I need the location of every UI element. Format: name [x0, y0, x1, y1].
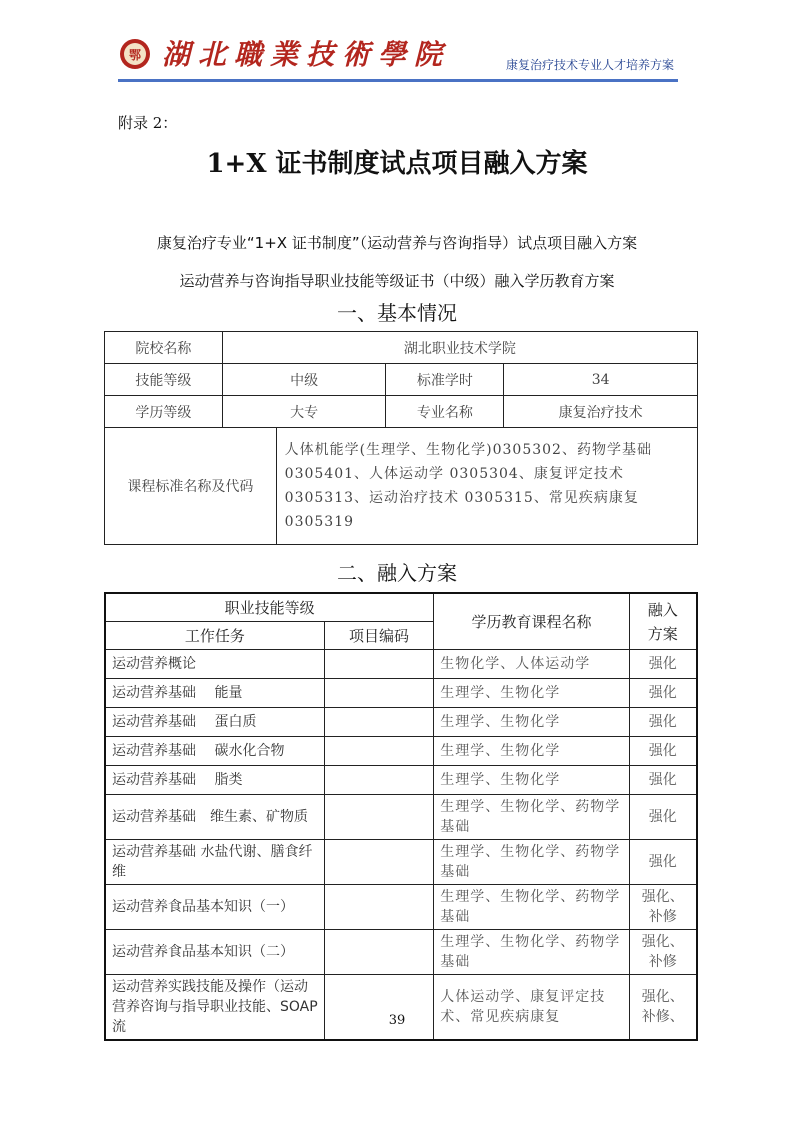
- appendix-label: 附录 2：: [118, 114, 178, 132]
- page-number: 39: [388, 1013, 406, 1028]
- school-emblem-icon: [120, 39, 150, 69]
- plan-cell: 强化: [629, 737, 697, 766]
- plan-cell: 强化: [629, 840, 697, 885]
- item-code-cell: [324, 650, 434, 679]
- work-task-cell: 运动营养基础 碳水化合物: [105, 737, 324, 766]
- major-label: 专业名称: [386, 396, 504, 428]
- course-cell: 生理学、生物化学、药物学基础: [434, 930, 629, 975]
- page-header: [118, 36, 678, 76]
- standard-hours-label: 标准学时: [386, 364, 504, 396]
- course-cell: 生物化学、人体运动学: [434, 650, 629, 679]
- subtitle-2: 运动营养与咨询指导职业技能等级证书（中级）融入学历教育方案: [179, 272, 615, 290]
- work-task-cell: 运动营养基础 水盐代谢、膳食纤维: [105, 840, 324, 885]
- document-label: 康复治疗技术专业人才培养方案: [505, 58, 674, 72]
- course-cell: 生理学、生物化学、药物学基础: [434, 795, 629, 840]
- item-code-cell: [324, 885, 434, 930]
- integration-plan-table: [104, 592, 698, 1041]
- work-task-cell: 运动营养基础 蛋白质: [105, 708, 324, 737]
- work-task-cell: 运动营养食品基本知识（二）: [105, 930, 324, 975]
- header-divider: [118, 79, 678, 82]
- course-cell: 生理学、生物化学: [434, 766, 629, 795]
- institution-name-calligraphy: 湖北職業技術學院: [162, 38, 451, 71]
- course-cell: 生理学、生物化学、药物学基础: [434, 840, 629, 885]
- page-title: 1+X 证书制度试点项目融入方案: [206, 149, 588, 179]
- table-row: [105, 332, 698, 364]
- course-cell: 生理学、生物化学: [434, 708, 629, 737]
- item-code-cell: [324, 975, 434, 1041]
- header-work-task: 工作任务: [105, 622, 324, 650]
- school-label: 院校名称: [105, 332, 223, 364]
- work-task-cell: 运动营养基础 脂类: [105, 766, 324, 795]
- item-code-cell: [324, 795, 434, 840]
- item-code-cell: [324, 679, 434, 708]
- table-row: [105, 679, 697, 708]
- skill-level-value: 中级: [222, 364, 386, 396]
- course-cell: 生理学、生物化学: [434, 679, 629, 708]
- section-1-heading: 一、基本情况: [337, 301, 457, 325]
- major-value: 康复治疗技术: [504, 396, 698, 428]
- work-task-cell: 运动营养食品基本知识（一）: [105, 885, 324, 930]
- header-plan: 融入方案: [629, 593, 697, 650]
- table-row: [105, 840, 697, 885]
- plan-cell: 强化: [629, 795, 697, 840]
- skill-level-label: 技能等级: [105, 364, 223, 396]
- table-row: [105, 650, 697, 679]
- courses-label: 课程标准名称及代码: [105, 428, 277, 545]
- plan-cell: 强化: [629, 650, 697, 679]
- education-level-label: 学历等级: [105, 396, 223, 428]
- header-course-name: 学历教育课程名称: [434, 593, 629, 650]
- subtitle-1: 康复治疗专业“1+X 证书制度”（运动营养与咨询指导）试点项目融入方案: [156, 234, 638, 252]
- education-level-value: 大专: [222, 396, 386, 428]
- work-task-cell: 运动营养基础 维生素、矿物质: [105, 795, 324, 840]
- plan-cell: 强化: [629, 679, 697, 708]
- header-row: [105, 593, 697, 622]
- plan-cell: 强化: [629, 708, 697, 737]
- table-row: [105, 364, 698, 396]
- table-row: [105, 975, 697, 1041]
- school-value: 湖北职业技术学院: [222, 332, 697, 364]
- table-row: [105, 396, 698, 428]
- item-code-cell: [324, 930, 434, 975]
- work-task-cell: 运动营养实践技能及操作（运动营养咨询与指导职业技能、SOAP 流: [105, 975, 324, 1041]
- table-row: [105, 795, 697, 840]
- item-code-cell: [324, 840, 434, 885]
- plan-cell: 强化、补修: [629, 930, 697, 975]
- courses-value: 人体机能学(生理学、生物化学)0305302、药物学基础 0305401、人体运动学 0305304、康复评定技术 0305313、运动治疗技术 0305315、常见疾病康复 0305319: [276, 428, 697, 545]
- table-row: [105, 708, 697, 737]
- plan-cell: 强化、补修、: [629, 975, 697, 1041]
- course-cell: 生理学、生物化学、药物学基础: [434, 885, 629, 930]
- standard-hours-value: 34: [504, 364, 698, 396]
- header-item-code: 项目编码: [324, 622, 434, 650]
- item-code-cell: [324, 737, 434, 766]
- plan-cell: 强化、补修: [629, 885, 697, 930]
- table-row: [105, 930, 697, 975]
- plan-cell: 强化: [629, 766, 697, 795]
- basic-info-table: [104, 331, 698, 545]
- section-2-heading: 二、融入方案: [337, 561, 457, 585]
- item-code-cell: [324, 766, 434, 795]
- work-task-cell: 运动营养基础 能量: [105, 679, 324, 708]
- header-skill-level: 职业技能等级: [105, 593, 434, 622]
- table-row: [105, 885, 697, 930]
- item-code-cell: [324, 708, 434, 737]
- table-row: [105, 766, 697, 795]
- course-cell: 生理学、生物化学: [434, 737, 629, 766]
- table-row: [105, 428, 698, 545]
- course-cell: 人体运动学、康复评定技术、常见疾病康复: [434, 975, 629, 1041]
- emblem-glyph: 鄂: [124, 43, 146, 65]
- table-row: [105, 737, 697, 766]
- work-task-cell: 运动营养概论: [105, 650, 324, 679]
